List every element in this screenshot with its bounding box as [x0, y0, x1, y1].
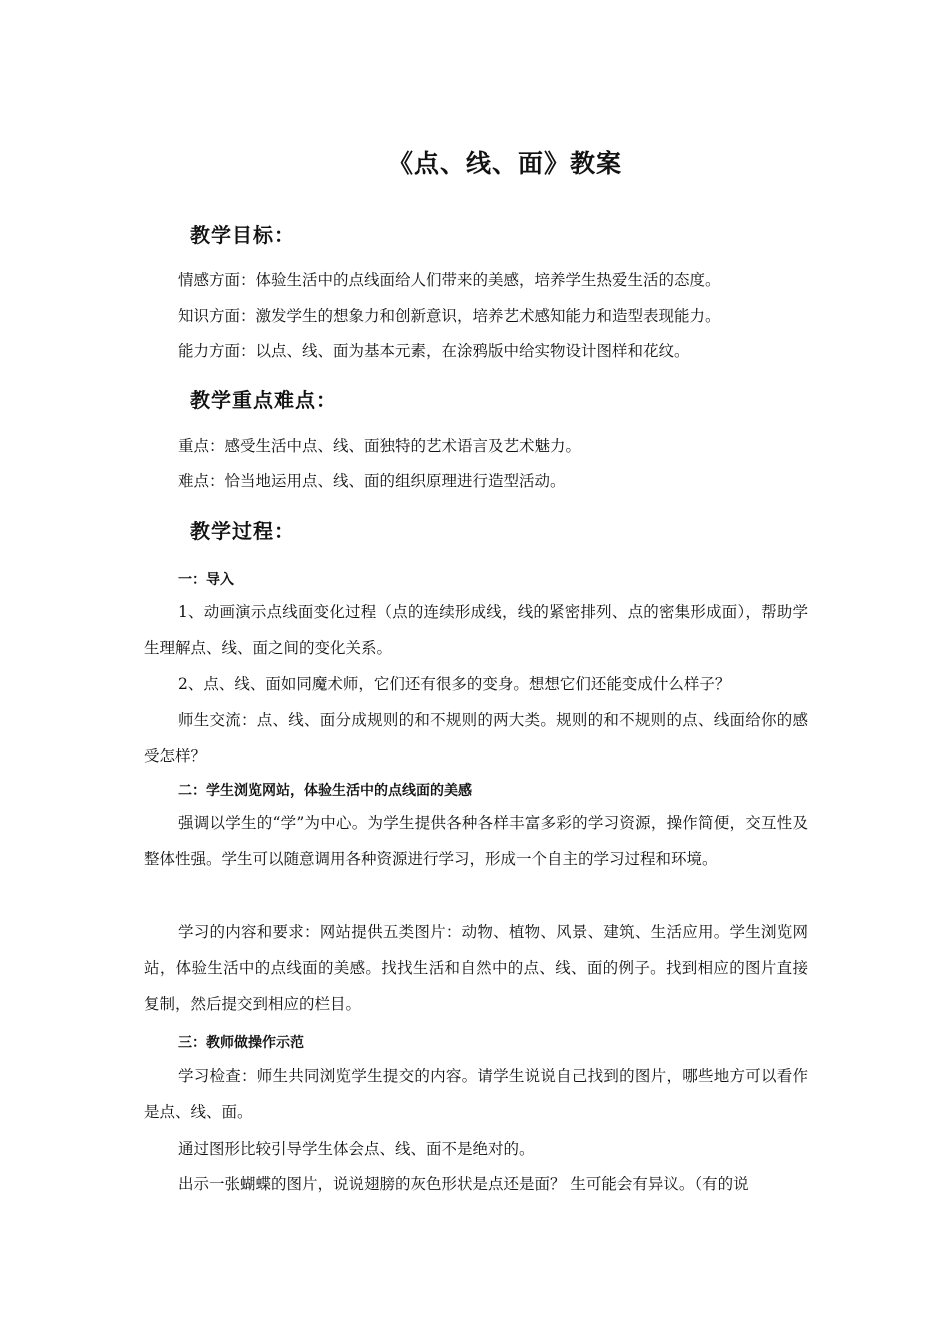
section2-para1: 强调以学生的“学”为中心。为学生提供各种各样丰富多彩的学习资源，操作简便，交互性及整体性强。学生可以随意调用各种资源进行学习，形成一个自主的学习过程和环境。: [144, 814, 808, 868]
section2-para2: 学习的内容和要求：网站提供五类图片：动物、植物、风景、建筑、生活应用。学生浏览网站，体验生活中的点线面的美感。找找生活和自然中的点、线、面的例子。找到相应的图片直接复制，然后提交到相应的栏目。: [144, 923, 808, 1013]
objective-emotion: 情感方面：体验生活中的点线面给人们带来的美感，培养学生热爱生活的态度。: [178, 271, 721, 289]
process-heading: 教学过程：: [190, 519, 295, 543]
page-title: 《点、线、面》教案: [387, 149, 622, 178]
section3-title: 三：教师做操作示范: [178, 1035, 304, 1051]
section1-para3: 师生交流：点、线、面分成规则的和不规则的两大类。规则的和不规则的点、线面给你的感受怎样？: [144, 711, 808, 765]
objective-ability: 能力方面：以点、线、面为基本元素，在涂鸦版中给实物设计图样和花纹。: [178, 342, 690, 360]
section3-para2: 通过图形比较引导学生体会点、线、面不是绝对的。: [178, 1140, 535, 1158]
section1-para2: 2、点、线、面如同魔术师，它们还有很多的变身。想想它们还能变成什么样子？: [178, 675, 731, 693]
keypoints-heading: 教学重点难点：: [190, 388, 337, 412]
section3-para3: 出示一张蝴蝶的图片，说说翅膀的灰色形状是点还是面？ 生可能会有异议。（有的说: [178, 1175, 749, 1193]
objective-knowledge: 知识方面：激发学生的想象力和创新意识，培养艺术感知能力和造型表现能力。: [178, 307, 721, 325]
keypoint-focus: 重点：感受生活中点、线、面独特的艺术语言及艺术魅力。: [178, 437, 582, 455]
keypoint-difficulty: 难点：恰当地运用点、线、面的组织原理进行造型活动。: [178, 472, 566, 490]
section1-para1: 1、动画演示点线面变化过程（点的连续形成线，线的紧密排列、点的密集形成面），帮助学生理解点、线、面之间的变化关系。: [144, 603, 808, 657]
section2-title: 二：学生浏览网站，体验生活中的点线面的美感: [178, 783, 472, 799]
section1-title: 一：导入: [178, 572, 234, 588]
objectives-heading: 教学目标：: [190, 223, 295, 247]
section3-para1: 学习检查：师生共同浏览学生提交的内容。请学生说说自己找到的图片，哪些地方可以看作是点、线、面。: [144, 1067, 808, 1121]
